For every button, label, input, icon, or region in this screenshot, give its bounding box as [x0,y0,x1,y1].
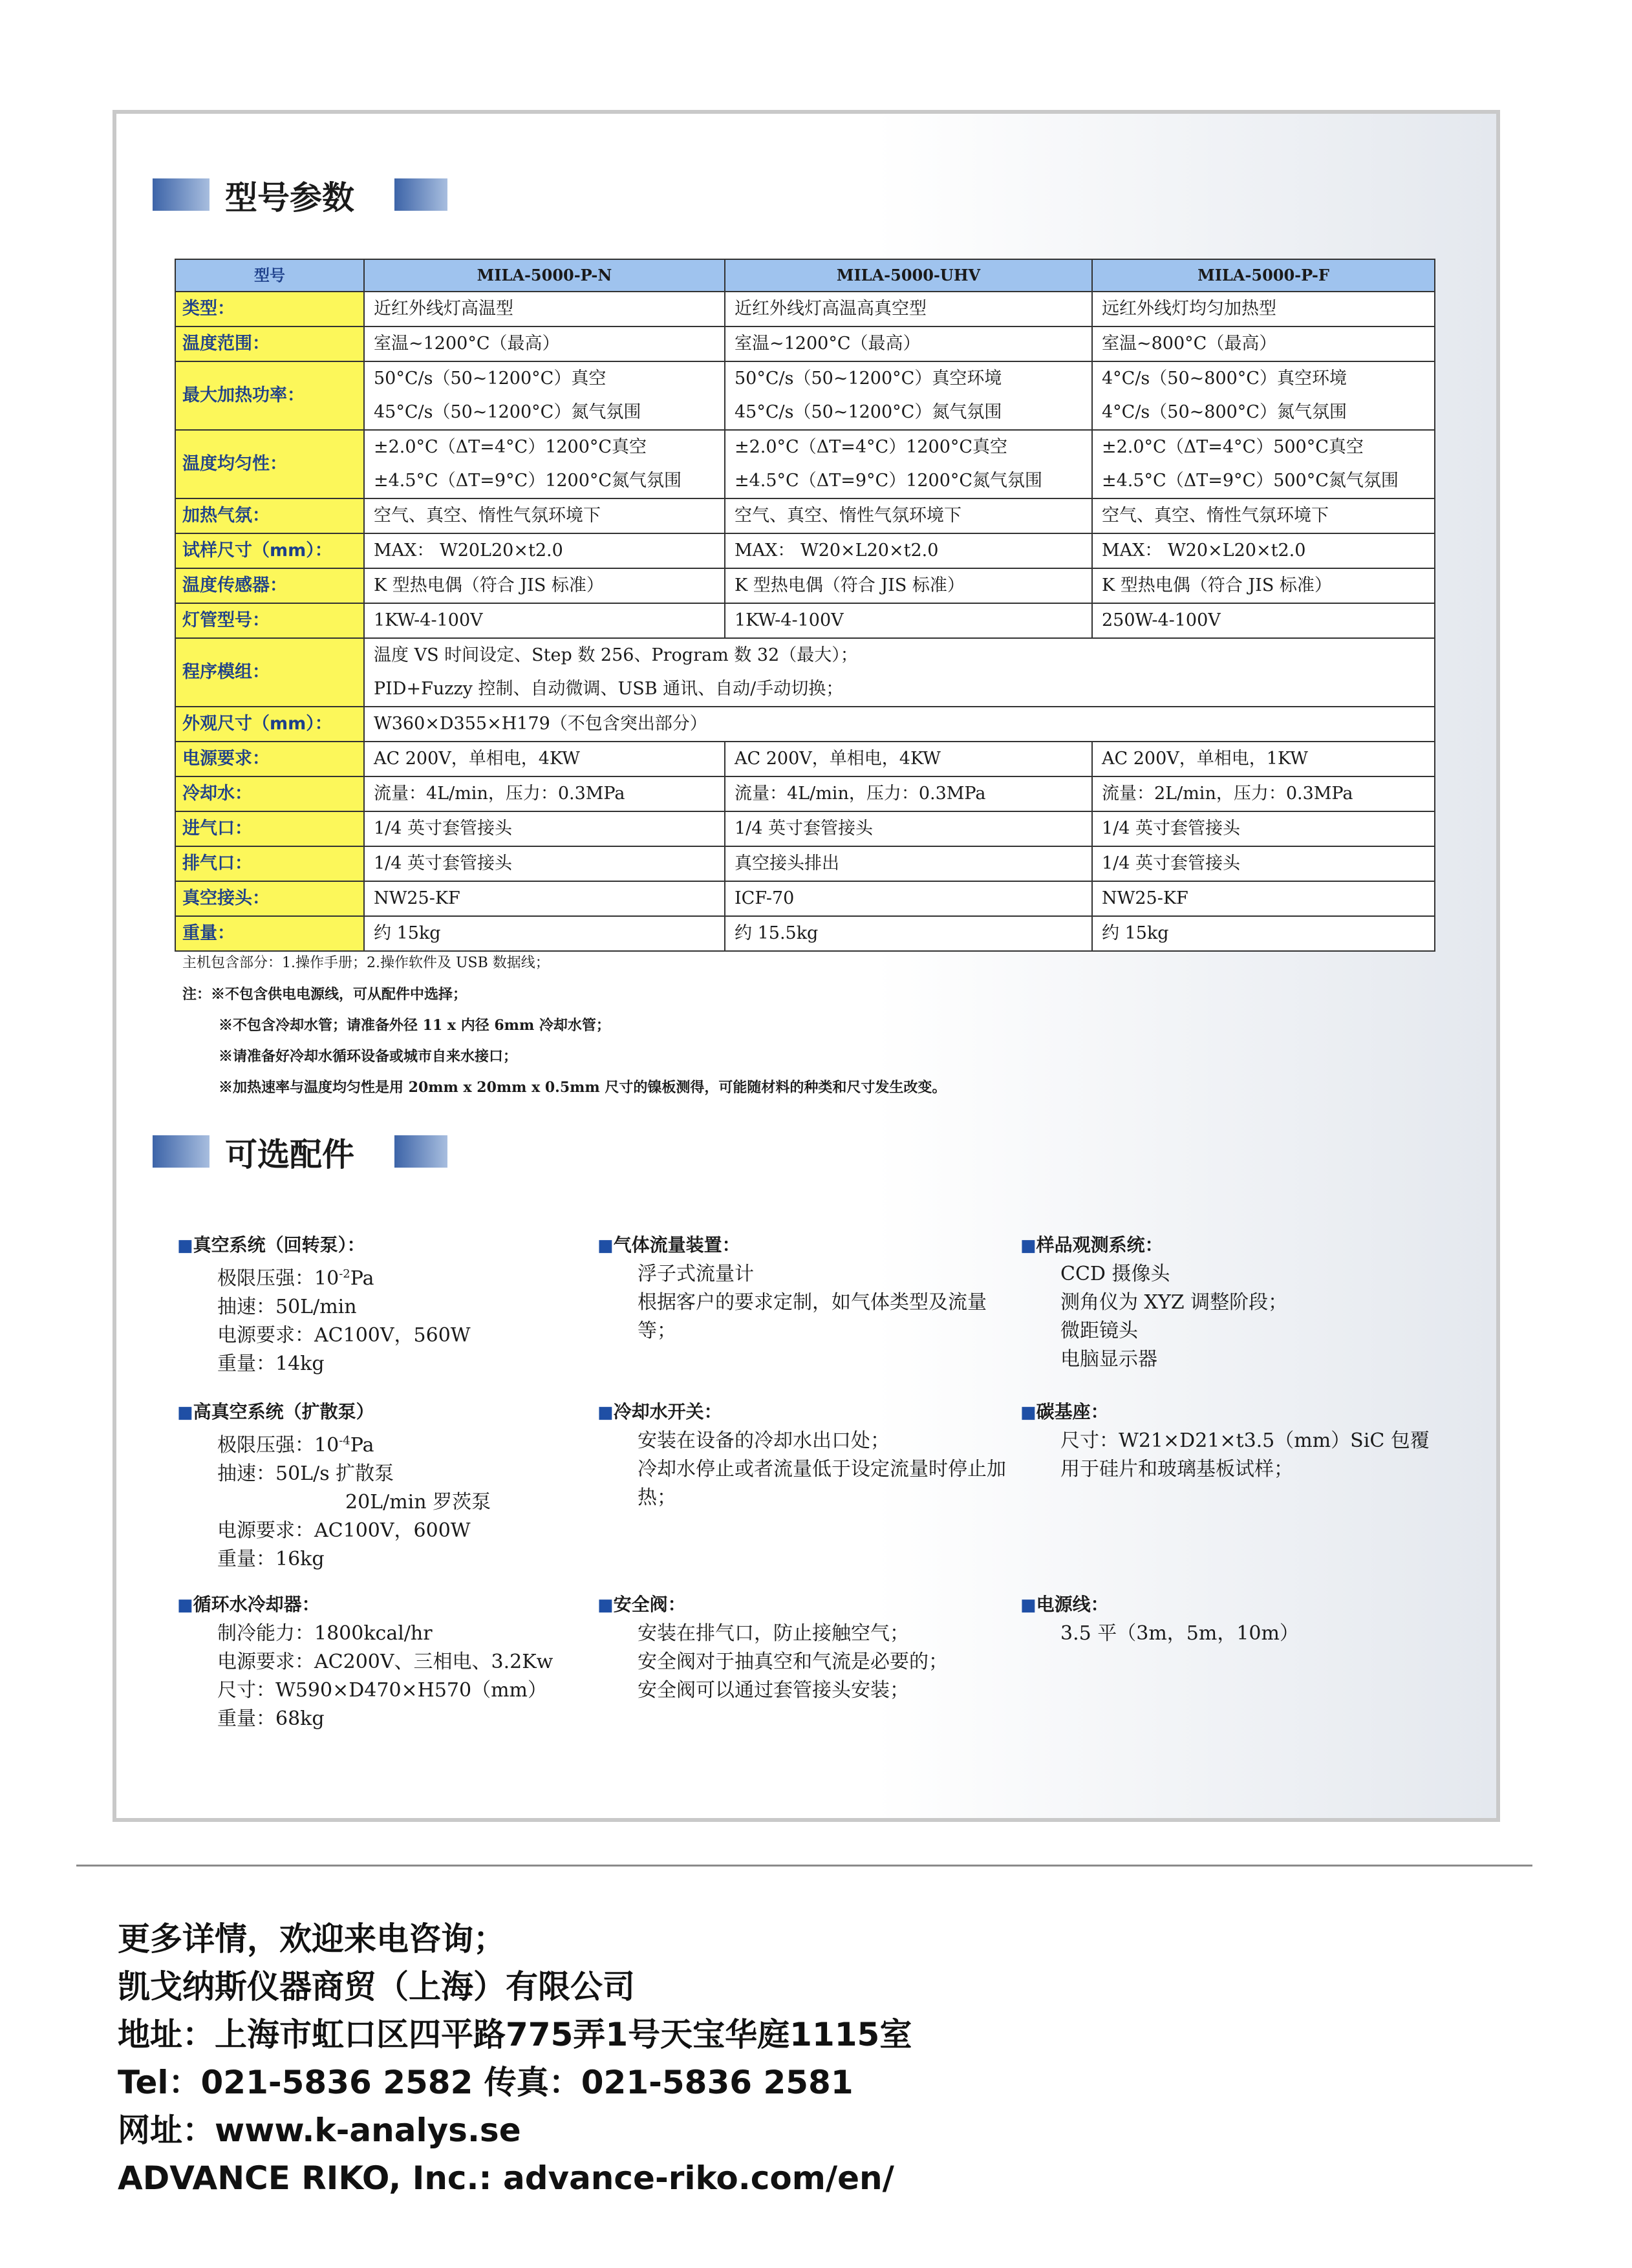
spec-cell [1092,776,1435,811]
accessory-line: 安装在排气口，防止接触空气； [638,1622,909,1645]
accessory-title: ■高真空系统（扩散泵） [177,1401,374,1422]
spec-cell [725,361,1092,430]
title-decor-bar [153,1135,209,1168]
accessory-title: ■电源线： [1020,1594,1109,1615]
spec-cell-line: 远红外线灯均匀加热型 [1102,299,1276,319]
accessory-vacuum [177,1231,591,1378]
bullet-square-icon: ■ [597,1236,614,1256]
spec-cell-line: 45°C/s（50~1200°C）氮气氛围 [374,402,641,422]
spec-cell [364,326,725,361]
spec-cell [1092,811,1435,846]
spec-row-label: 排气口： [175,846,364,881]
spec-cell-line: ±4.5°C（ΔT=9°C）1200°C氮气氛围 [374,471,682,491]
bullet-square-icon: ■ [1020,1403,1036,1422]
header-model: 型号 [175,259,364,292]
bullet-square-icon: ■ [597,1596,614,1615]
spec-cell-line: 空气、真空、惰性气氛环境下 [735,506,961,526]
spec-cell [725,603,1092,638]
spec-cell [364,811,725,846]
spec-cell-line: 空气、真空、惰性气氛环境下 [1102,506,1329,526]
company-name: 凯戈纳斯仪器商贸（上海）有限公司 [118,1968,635,2006]
accessory-line: 重量：14kg [217,1353,325,1375]
spec-table-row [175,881,1435,916]
spec-cell [364,638,1435,707]
accessory-title: ■循环水冷却器： [177,1594,320,1615]
spec-table [175,259,1435,952]
accessory-line: 浮子式流量计 [638,1263,754,1285]
spec-cell-line: ±2.0°C（ΔT=4°C）500°C真空 [1102,437,1364,457]
spec-table-row [175,742,1435,776]
spec-cell [1092,568,1435,603]
spec-row-label: 冷却水： [175,776,364,811]
spec-cell-line: 1KW-4-100V [735,610,844,630]
accessory-title: ■样品观测系统： [1020,1234,1163,1256]
company-website: 网址：www.k-analys.se [118,2112,521,2149]
partner-link[interactable]: ADVANCE RIKO, Inc.: advance-riko.com/en/ [118,2159,894,2197]
spec-cell-line: 4°C/s（50~800°C）真空环境 [1102,369,1347,389]
header-model-uhv: MILA-5000-UHV [725,259,1092,292]
accessory-line: 制冷能力：1800kcal/hr [217,1622,433,1645]
company-address: 地址：上海市虹口区四平路775弄1号天宝华庭1115室 [118,2016,912,2053]
accessory-title: ■真空系统（回转泵）： [177,1234,365,1256]
spec-row-label: 类型： [175,292,364,326]
divider [76,1865,1532,1867]
spec-cell-line: MAX： W20×L20×t2.0 [735,540,939,561]
spec-cell [364,430,725,498]
accessory-line: 电源要求：AC100V，600W [217,1519,471,1542]
spec-cell [364,533,725,568]
spec-cell [364,568,725,603]
accessory-line: 3.5 平（3m，5m，10m） [1060,1622,1299,1645]
note-item: ※请准备好冷却水循环设备或城市自来水接口； [219,1048,518,1065]
spec-row-label: 温度范围： [175,326,364,361]
accessory-line: 电源要求：AC100V，560W [217,1324,471,1347]
accessory-line: 电源要求：AC200V、三相电、3.2Kw [217,1651,553,1673]
accessory-line: 尺寸：W21×D21×t3.5（mm）SiC 包覆用于硅片和玻璃基板试样； [1060,1429,1430,1481]
spec-table-row [175,811,1435,846]
accessory-line: 根据客户的要求定制，如气体类型及流量等； [638,1291,987,1342]
spec-cell [364,742,725,776]
title-decor-bar [394,1135,447,1168]
spec-cell [364,498,725,533]
spec-cell-line: 50°C/s（50~1200°C）真空 [374,369,607,389]
spec-row-label: 外观尺寸（mm）： [175,707,364,742]
spec-cell [364,776,725,811]
note-text: ※不包含供电电源线，可从配件中选择； [211,986,467,1003]
accessory-cooling-switch [597,1398,1011,1512]
spec-cell-line: 近红外线灯高温高真空型 [735,299,927,319]
accessory-line: 测角仪为 XYZ 调整阶段； [1060,1291,1288,1314]
accessories-section-title-text: 可选配件 [225,1136,354,1173]
spec-cell [725,881,1092,916]
accessory-title: ■气体流量装置： [597,1234,740,1256]
accessory-line: 极限压强：$10^{-2}Pa$ [217,1267,374,1290]
bullet-square-icon: ■ [1020,1596,1036,1615]
accessory-line: 尺寸：W590×D470×H570（mm） [217,1679,547,1702]
note-item: ※加热速率与温度均匀性是用 20mm x 20mm x 0.5mm 尺寸的镍板测得，可能随材料的种类和尺寸发生改变。 [219,1079,947,1096]
included-note: 主机包含部分：1.操作手册；2.操作软件及 USB 数据线； [182,955,550,971]
spec-cell [725,916,1092,951]
spec-cell [1092,742,1435,776]
spec-cell-line: ±4.5°C（ΔT=9°C）1200°C氮气氛围 [735,471,1043,491]
spec-cell [364,707,1435,742]
header-model-p-n: MILA-5000-P-N [364,259,725,292]
spec-cell-line: ±2.0°C（ΔT=4°C）1200°C真空 [374,437,647,457]
spec-table-header [175,259,1435,292]
spec-cell [725,846,1092,881]
spec-table-row [175,498,1435,533]
bullet-square-icon: ■ [177,1596,193,1615]
spec-row-label: 试样尺寸（mm）： [175,533,364,568]
accessory-line: 抽速：50L/s 扩散泵 [217,1462,394,1485]
accessory-title: ■冷却水开关： [597,1401,722,1422]
spec-cell-line: AC 200V，单相电，4KW [374,749,580,769]
spec-cell-line: MAX： W20L20×t2.0 [374,540,563,561]
spec-cell [1092,430,1435,498]
accessory-line: 安全阀可以通过套管接头安装； [638,1679,909,1702]
accessory-line: 极限压强：$10^{-4}Pa$ [217,1434,374,1457]
spec-row-label: 真空接头： [175,881,364,916]
spec-cell [1092,603,1435,638]
company-phone: Tel：021-5836 2582 传真：021-5836 2581 [118,2064,854,2101]
accessory-line: 抽速：50L/min [217,1296,357,1318]
spec-cell-line: K 型热电偶（符合 JIS 标准） [1102,575,1332,595]
accessory-power-cord [1020,1590,1434,1648]
spec-cell [364,916,725,951]
spec-table-row [175,707,1435,742]
spec-cell-line: 室温~1200°C（最高） [735,334,921,354]
spec-table-row [175,916,1435,951]
accessory-line: 安装在设备的冷却水出口处； [638,1429,890,1452]
spec-cell-line: 约 15kg [374,923,441,943]
contact-intro: 更多详情，欢迎来电咨询； [118,1920,506,1958]
accessory-line: 微距镜头 [1060,1320,1138,1342]
spec-cell [364,361,725,430]
spec-cell [725,811,1092,846]
spec-row-label: 程序模组： [175,638,364,707]
spec-table-row [175,326,1435,361]
accessory-title: ■碳基座： [1020,1401,1109,1422]
note-label: 注： [182,986,211,1003]
spec-cell [725,430,1092,498]
spec-cell [725,533,1092,568]
spec-table-row [175,638,1435,707]
spec-cell [1092,846,1435,881]
note-item: ※不包含冷却水管；请准备外径 11 x 内径 6mm 冷却水管； [219,1017,610,1034]
spec-cell-line: K 型热电偶（符合 JIS 标准） [374,575,604,595]
accessory-title: ■安全阀： [597,1594,686,1615]
spec-cell-line: 室温~800°C（最高） [1102,334,1277,354]
spec-row-label: 进气口： [175,811,364,846]
spec-cell [364,846,725,881]
spec-cell [1092,881,1435,916]
accessory-line: 20L/min 罗茨泵 [345,1491,491,1514]
header-model-p-f: MILA-5000-P-F [1092,259,1435,292]
spec-cell-line: 近红外线灯高温型 [374,299,513,319]
spec-cell-line: 流量：4L/min，压力：0.3MPa [374,784,625,804]
spec-row-label: 灯管型号： [175,603,364,638]
spec-cell-line: PID+Fuzzy 控制、自动微调、USB 通讯、自动/手动切换； [374,679,844,699]
spec-cell [725,498,1092,533]
contact-block [118,1915,912,2202]
spec-cell [725,568,1092,603]
spec-row-label: 电源要求： [175,742,364,776]
spec-cell-line: 1KW-4-100V [374,610,483,630]
spec-cell-line: 室温~1200°C（最高） [374,334,560,354]
spec-cell [1092,916,1435,951]
spec-cell-line: 1/4 英寸套管接头 [374,818,513,839]
bullet-square-icon: ■ [177,1403,193,1422]
accessory-carbon-base [1020,1398,1447,1484]
spec-cell-line: 250W-4-100V [1102,610,1221,630]
spec-cell [725,742,1092,776]
spec-cell [725,776,1092,811]
spec-cell-line: 约 15kg [1102,923,1169,943]
spec-cell-line: K 型热电偶（符合 JIS 标准） [735,575,965,595]
spec-cell-line: ±2.0°C（ΔT=4°C）1200°C真空 [735,437,1008,457]
spec-cell-line: 流量：4L/min，压力：0.3MPa [735,784,986,804]
spec-cell-line: AC 200V，单相电，4KW [735,749,941,769]
spec-cell [1092,292,1435,326]
note-item [182,979,946,1010]
spec-cell [364,292,725,326]
spec-cell-line: 1/4 英寸套管接头 [1102,853,1241,873]
spec-cell-line: 温度 VS 时间设定、Step 数 256、Program 数 32（最大）； [374,645,858,665]
accessory-line: 电脑显示器 [1060,1348,1157,1371]
bullet-square-icon: ■ [1020,1236,1036,1256]
spec-row-label: 温度均匀性： [175,430,364,498]
spec-table-row [175,292,1435,326]
accessory-line: 冷却水停止或者流量低于设定流量时停止加热； [638,1458,1006,1509]
spec-cell-line: ICF-70 [735,888,795,908]
spec-table-row [175,776,1435,811]
spec-table-row [175,361,1435,430]
bullet-square-icon: ■ [177,1236,193,1256]
spec-row-label: 加热气氛： [175,498,364,533]
accessory-high-vacuum [177,1398,591,1574]
spec-cell [725,292,1092,326]
accessory-gas-flow [597,1231,1011,1345]
spec-cell [1092,326,1435,361]
spec-cell-line: W360×D355×H179（不包含突出部分） [374,714,707,734]
accessory-chiller [177,1590,591,1733]
spec-cell-line: 1/4 英寸套管接头 [735,818,874,839]
spec-cell [1092,498,1435,533]
spec-table-row [175,568,1435,603]
spec-cell [364,881,725,916]
spec-cell-line: 1/4 英寸套管接头 [374,853,513,873]
spec-table-row [175,603,1435,638]
accessory-line: 重量：16kg [217,1548,325,1570]
title-decor-bar [153,178,209,211]
spec-cell-line: 1/4 英寸套管接头 [1102,818,1241,839]
spec-row-label: 温度传感器： [175,568,364,603]
spec-cell-line: NW25-KF [374,888,460,908]
spec-cell [364,603,725,638]
spec-cell-line: AC 200V，单相电，1KW [1102,749,1308,769]
spec-cell-line: 45°C/s（50~1200°C）氮气氛围 [735,402,1002,422]
spec-cell [1092,361,1435,430]
spec-section-title-text: 型号参数 [225,179,354,217]
accessory-safety-valve [597,1590,1011,1705]
spec-table-row [175,430,1435,498]
notes [182,948,946,1103]
accessory-line: 重量：68kg [217,1707,325,1730]
spec-cell-line: MAX： W20×L20×t2.0 [1102,540,1306,561]
spec-cell-line: 流量：2L/min，压力：0.3MPa [1102,784,1353,804]
bullet-square-icon: ■ [597,1403,614,1422]
spec-table-row [175,533,1435,568]
spec-cell-line: 约 15.5kg [735,923,819,943]
spec-cell-line: 真空接头排出 [735,853,839,873]
accessory-line: 安全阀对于抽真空和气流是必要的； [638,1651,948,1673]
title-decor-bar [394,178,447,211]
spec-cell [725,326,1092,361]
spec-cell-line: 50°C/s（50~1200°C）真空环境 [735,369,1002,389]
spec-cell-line: NW25-KF [1102,888,1188,908]
spec-row-label: 重量： [175,916,364,951]
accessory-line: CCD 摄像头 [1060,1263,1170,1285]
spec-row-label: 最大加热功率： [175,361,364,430]
spec-cell-line: 空气、真空、惰性气氛环境下 [374,506,601,526]
spec-cell-line: ±4.5°C（ΔT=9°C）500°C氮气氛围 [1102,471,1399,491]
spec-cell [1092,533,1435,568]
accessory-observation [1020,1231,1434,1374]
spec-cell-line: 4°C/s（50~800°C）氮气氛围 [1102,402,1347,422]
spec-table-row [175,846,1435,881]
